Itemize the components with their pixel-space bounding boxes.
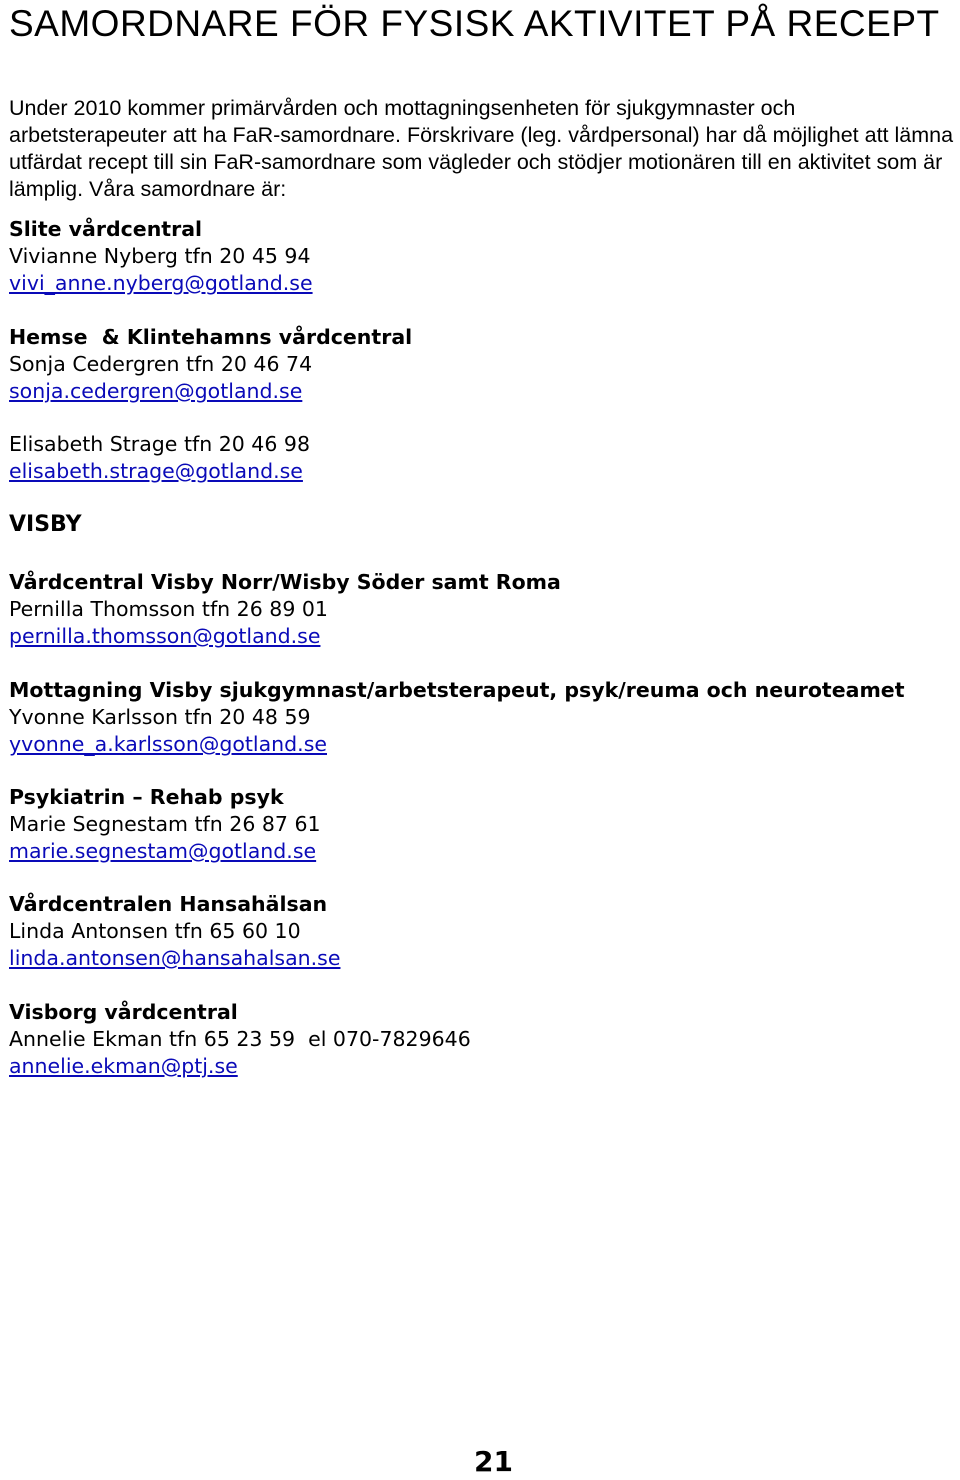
contact-person: Annelie Ekman tfn 65 23 59 el 070-7829646 [9, 1027, 471, 1051]
contact-hansahalsan [9, 891, 340, 972]
email-link[interactable]: marie.segnestam@gotland.se [9, 839, 317, 863]
contact-heading: Mottagning Visby sjukgymnast/arbetsterapeut, psyk/reuma och neuroteamet [9, 678, 905, 702]
section-label-visby: VISBY [9, 512, 82, 537]
contact-person: Elisabeth Strage tfn 20 46 98 [9, 432, 310, 456]
email-link[interactable]: pernilla.thomsson@gotland.se [9, 624, 321, 648]
contact-heading: Vårdcentralen Hansahälsan [9, 892, 328, 916]
email-link[interactable]: annelie.ekman@ptj.se [9, 1054, 238, 1078]
intro-paragraph: Under 2010 kommer primärvården och mottagningsenheten för sjukgymnaster och arbetsterapeuter att ha FaR-samordnare. Förskrivare (leg. vårdpersonal) har då möjlighet att lämna utfärdat recept till sin FaR-samordnare som vägleder och stödjer motionären till en aktivitet som är lämplig. Våra samordnare är: [9, 96, 954, 201]
page-number: 21 [474, 1445, 513, 1478]
contact-person: Yvonne Karlsson tfn 20 48 59 [9, 705, 311, 729]
email-link[interactable]: elisabeth.strage@gotland.se [9, 459, 303, 483]
contact-person: Linda Antonsen tfn 65 60 10 [9, 919, 301, 943]
contact-heading: Visborg vårdcentral [9, 1000, 238, 1024]
contact-person: Pernilla Thomsson tfn 26 89 01 [9, 597, 328, 621]
page-title: SAMORDNARE FÖR FYSISK AKTIVITET PÅ RECEPT [9, 3, 940, 44]
contact-heading: Vårdcentral Visby Norr/Wisby Söder samt Roma [9, 570, 561, 594]
email-link[interactable]: sonja.cedergren@gotland.se [9, 379, 303, 403]
email-link[interactable]: vivi_anne.nyberg@gotland.se [9, 271, 313, 295]
contact-psykiatrin [9, 784, 321, 865]
contact-mottagning [9, 677, 905, 758]
contact-heading: Psykiatrin – Rehab psyk [9, 785, 284, 809]
contact-heading: Hemse & Klintehamns vårdcentral [9, 325, 413, 349]
contact-heading: Slite vårdcentral [9, 217, 203, 241]
contact-visborg [9, 999, 471, 1080]
email-link[interactable]: linda.antonsen@hansahalsan.se [9, 946, 341, 970]
contact-strage [9, 431, 310, 485]
contact-hemse [9, 324, 412, 405]
contact-person: Vivianne Nyberg tfn 20 45 94 [9, 244, 311, 268]
contact-person: Sonja Cedergren tfn 20 46 74 [9, 352, 313, 376]
contact-slite [9, 216, 313, 297]
email-link[interactable]: yvonne_a.karlsson@gotland.se [9, 732, 327, 756]
contact-visby-norr [9, 569, 561, 650]
contact-person: Marie Segnestam tfn 26 87 61 [9, 812, 321, 836]
